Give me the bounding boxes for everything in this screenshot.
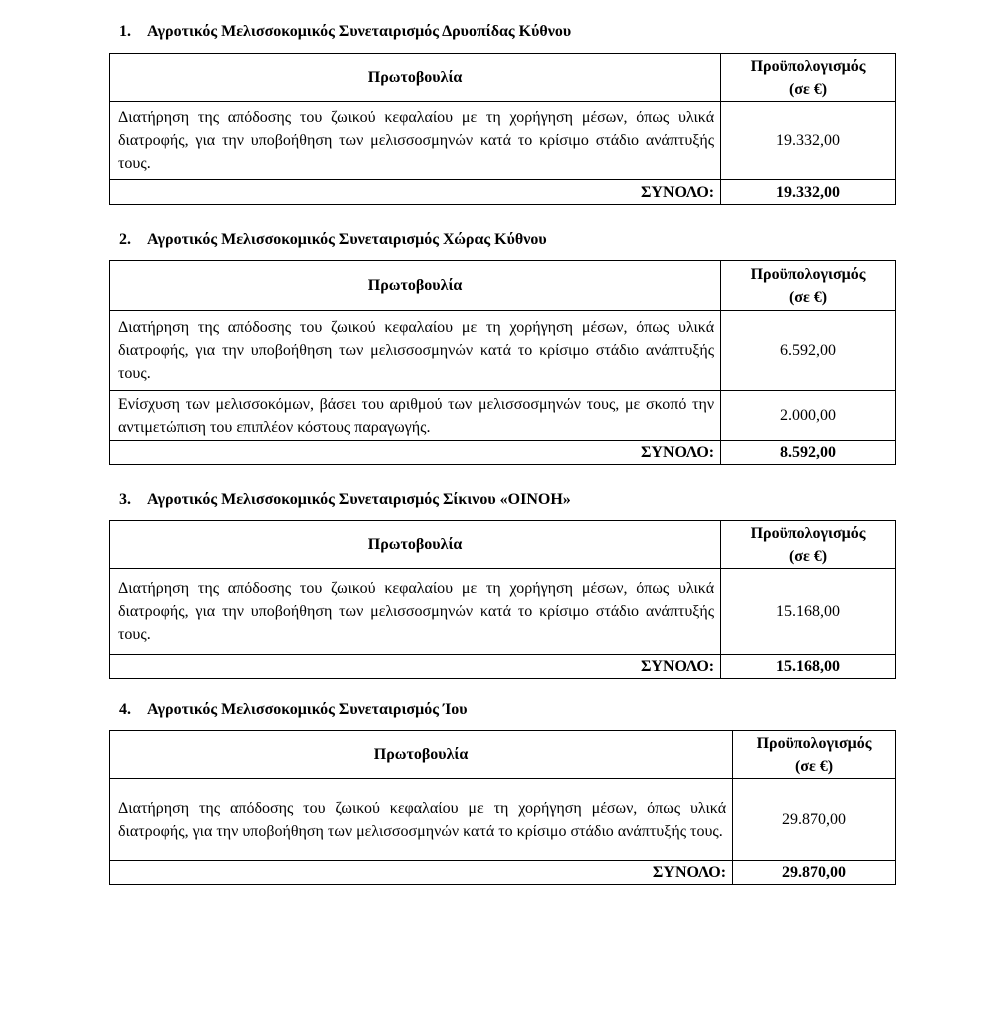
column-header-initiative: Πρωτοβουλία — [110, 54, 721, 102]
section-number: 2. — [119, 231, 131, 248]
total-label: ΣΥΝΟΛΟ: — [110, 180, 721, 205]
total-label: ΣΥΝΟΛΟ: — [110, 655, 721, 679]
table-row — [110, 311, 896, 391]
column-header-initiative: Πρωτοβουλία — [110, 521, 721, 569]
total-row — [110, 655, 896, 679]
budget-header-line1: Προϋπολογισμός — [750, 265, 866, 283]
initiative-description: Διατήρηση της απόδοσης του ζωικού κεφαλαίου με τη χορήγηση μέσων, όπως υλικά διατροφής, για την υποβοήθηση των μελισσοσμηνών κατά το κρίσιμο στάδιο ανάπτυξής τους. — [110, 311, 721, 391]
initiative-description: Ενίσχυση των μελισσοκόμων, βάσει του αριθμού των μελισσοσμηνών τους, με σκοπό την αντιμετώπιση του επιπλέον κόστους παραγωγής. — [110, 391, 721, 441]
total-value: 29.870,00 — [733, 861, 896, 885]
total-label: ΣΥΝΟΛΟ: — [110, 861, 733, 885]
section-title: Αγροτικός Μελισσοκομικός Συνεταιρισμός Ίου — [147, 701, 468, 718]
budget-amount: 19.332,00 — [721, 102, 896, 180]
section-heading — [119, 230, 547, 250]
column-header-budget — [733, 731, 896, 779]
section-number: 4. — [119, 701, 131, 718]
initiative-description: Διατήρηση της απόδοσης του ζωικού κεφαλαίου με τη χορήγηση μέσων, όπως υλικά διατροφής, για την υποβοήθηση των μελισσοσμηνών κατά το κρίσιμο στάδιο ανάπτυξής τους. — [110, 569, 721, 655]
total-row — [110, 441, 896, 465]
section-heading — [119, 22, 571, 42]
total-value: 19.332,00 — [721, 180, 896, 205]
section-heading — [119, 490, 571, 510]
total-row — [110, 861, 896, 885]
budget-header-line2: (σε €) — [788, 288, 828, 306]
budget-table — [109, 730, 896, 885]
initiative-description: Διατήρηση της απόδοσης του ζωικού κεφαλαίου με τη χορήγηση μέσων, όπως υλικά διατροφής, για την υποβοήθηση των μελισσοσμηνών κατά το κρίσιμο στάδιο ανάπτυξής τους. — [110, 102, 721, 180]
budget-amount: 15.168,00 — [721, 569, 896, 655]
total-row — [110, 180, 896, 205]
budget-header-line2: (σε €) — [794, 757, 834, 775]
section-heading — [119, 700, 468, 720]
budget-table — [109, 260, 896, 465]
column-header-budget — [721, 521, 896, 569]
table-row — [110, 569, 896, 655]
column-header-initiative: Πρωτοβουλία — [110, 261, 721, 311]
budget-header-line2: (σε €) — [788, 547, 828, 565]
budget-amount: 6.592,00 — [721, 311, 896, 391]
section-number: 1. — [119, 23, 131, 40]
budget-header-line2: (σε €) — [788, 80, 828, 98]
section-title: Αγροτικός Μελισσοκομικός Συνεταιρισμός Δρυοπίδας Κύθνου — [147, 23, 572, 40]
budget-amount: 29.870,00 — [733, 779, 896, 861]
column-header-initiative: Πρωτοβουλία — [110, 731, 733, 779]
budget-header-line1: Προϋπολογισμός — [756, 734, 872, 752]
budget-table — [109, 520, 896, 679]
section-title: Αγροτικός Μελισσοκομικός Συνεταιρισμός Σίκινου «ΟΙΝΟΗ» — [147, 491, 571, 508]
table-row — [110, 391, 896, 441]
budget-header-line1: Προϋπολογισμός — [750, 524, 866, 542]
budget-table — [109, 53, 896, 205]
budget-header-line1: Προϋπολογισμός — [750, 57, 866, 75]
total-label: ΣΥΝΟΛΟ: — [110, 441, 721, 465]
initiative-description: Διατήρηση της απόδοσης του ζωικού κεφαλαίου με τη χορήγηση μέσων, όπως υλικά διατροφής, για την υποβοήθηση των μελισσοσμηνών κατά το κρίσιμο στάδιο ανάπτυξής τους. — [110, 779, 733, 861]
table-row — [110, 779, 896, 861]
column-header-budget — [721, 261, 896, 311]
table-row — [110, 102, 896, 180]
total-value: 15.168,00 — [721, 655, 896, 679]
section-title: Αγροτικός Μελισσοκομικός Συνεταιρισμός Χώρας Κύθνου — [147, 231, 547, 248]
total-value: 8.592,00 — [721, 441, 896, 465]
section-number: 3. — [119, 491, 131, 508]
budget-amount: 2.000,00 — [721, 391, 896, 441]
column-header-budget — [721, 54, 896, 102]
